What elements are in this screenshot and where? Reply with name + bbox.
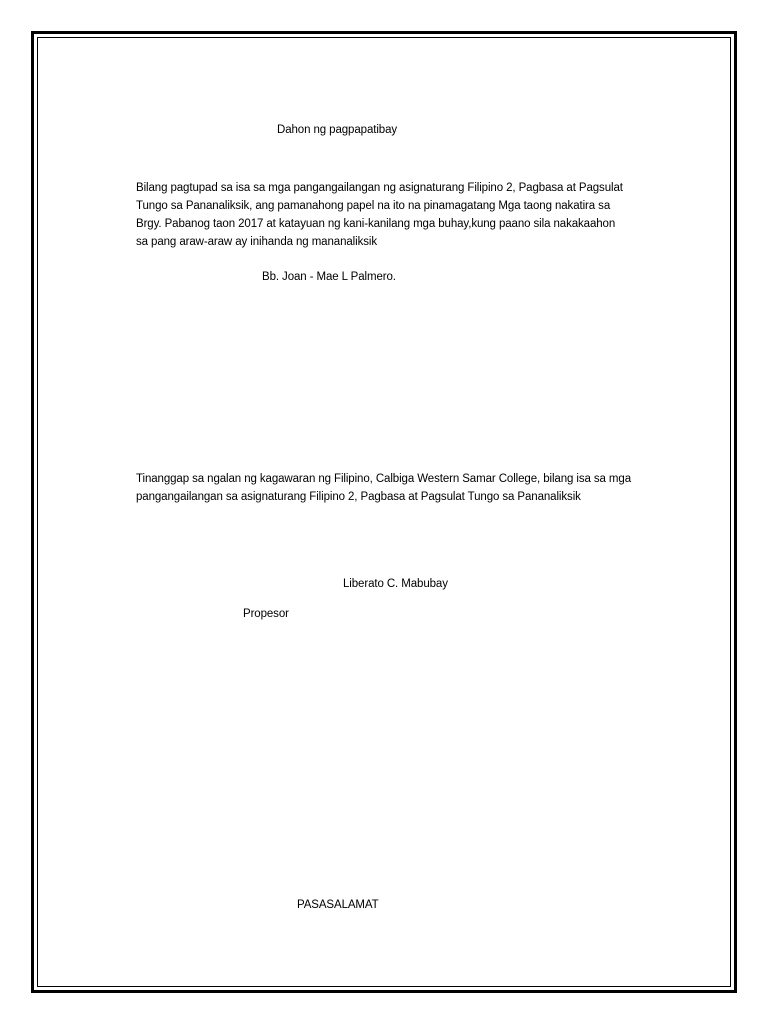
next-section-heading: PASASALAMAT [297, 899, 379, 911]
acceptance-paragraph [136, 470, 631, 506]
approval-line-4: sa pang araw-araw ay inihanda ng mananaliksik [136, 236, 377, 248]
approval-line-3: Brgy. Pabanog taon 2017 at katayuan ng kani-kanilang mga buhay,kung paano sila nakakaahon [136, 218, 616, 230]
page-heading: Dahon ng pagpapatibay [277, 124, 398, 136]
approval-line-2: Tungo sa Pananaliksik, ang pamanahong papel na ito na pinamagatang Mga taong nakatira sa [136, 200, 611, 212]
approval-line-1: Bilang pagtupad sa isa sa mga pangangailangan ng asignaturang Filipino 2, Pagbasa at Pagsulat [136, 182, 623, 194]
professor-title: Propesor [243, 608, 289, 620]
acceptance-line-2: pangangailangan sa asignaturang Filipino 2, Pagbasa at Pagsulat Tungo sa Pananaliksik [136, 491, 581, 503]
professor-name: Liberato C. Mabubay [343, 578, 448, 590]
approval-paragraph [136, 179, 623, 251]
acceptance-line-1: Tinanggap sa ngalan ng kagawaran ng Filipino, Calbiga Western Samar College, bilang isa sa mga [136, 473, 631, 485]
researcher-name: Bb. Joan - Mae L Palmero. [262, 271, 396, 283]
